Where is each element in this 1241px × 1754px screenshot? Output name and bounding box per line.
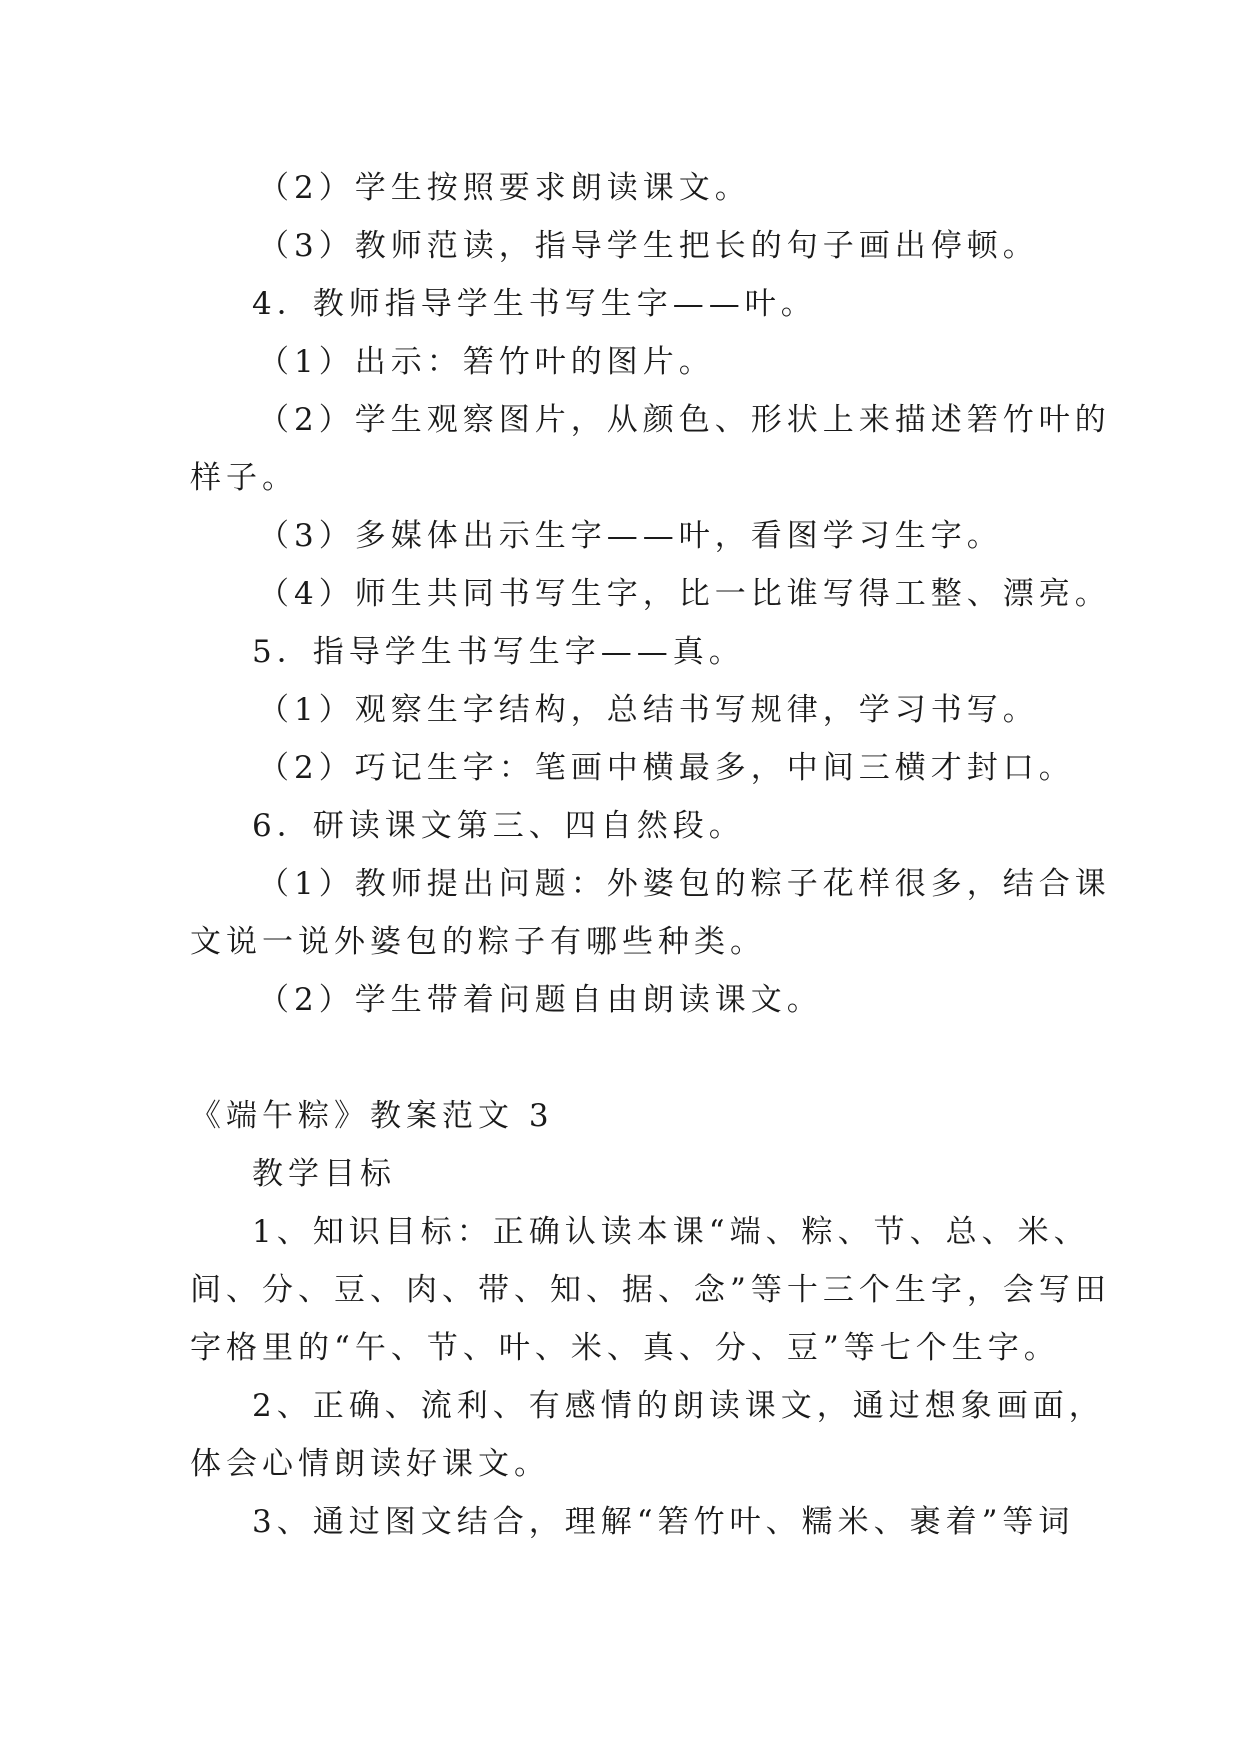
text-line: 2、正确、流利、有感情的朗读课文，通过想象画面， [252, 1388, 1105, 1424]
text-line: （2）学生按照要求朗读课文。 [258, 170, 751, 206]
text-line: （4）师生共同书写生字，比一比谁写得工整、漂亮。 [258, 576, 1111, 612]
text-line: 间、分、豆、肉、带、知、据、念”等十三个生字，会写田 [190, 1272, 1111, 1308]
section-heading: 教学目标 [252, 1156, 396, 1192]
text-line: 1、知识目标：正确认读本课“端、粽、节、总、米、 [252, 1214, 1090, 1250]
text-line: （1）出示：箬竹叶的图片。 [258, 344, 715, 380]
text-line: （3）多媒体出示生字——叶，看图学习生字。 [258, 518, 1003, 554]
text-line: 字格里的“午、节、叶、米、真、分、豆”等七个生字。 [190, 1330, 1060, 1366]
text-line: （2）学生观察图片，从颜色、形状上来描述箬竹叶的 [258, 402, 1111, 438]
text-line: 4．教师指导学生书写生字——叶。 [252, 286, 817, 322]
text-line: 文说一说外婆包的粽子有哪些种类。 [190, 924, 766, 960]
text-line: 体会心情朗读好课文。 [190, 1446, 550, 1482]
text-line: （2）学生带着问题自由朗读课文。 [258, 982, 823, 1018]
text-line: （1）教师提出问题：外婆包的粽子花样很多，结合课 [258, 866, 1111, 902]
text-line: （2）巧记生字：笔画中横最多，中间三横才封口。 [258, 750, 1075, 786]
text-line: （3）教师范读，指导学生把长的句子画出停顿。 [258, 228, 1039, 264]
text-line: 6．研读课文第三、四自然段。 [252, 808, 745, 844]
text-line: （1）观察生字结构，总结书写规律，学习书写。 [258, 692, 1039, 728]
section-title: 《端午粽》教案范文 3 [190, 1098, 554, 1134]
text-line: 样子。 [190, 460, 298, 496]
text-line: 5．指导学生书写生字——真。 [252, 634, 745, 670]
text-line: 3、通过图文结合，理解“箬竹叶、糯米、裹着”等词 [252, 1504, 1075, 1540]
